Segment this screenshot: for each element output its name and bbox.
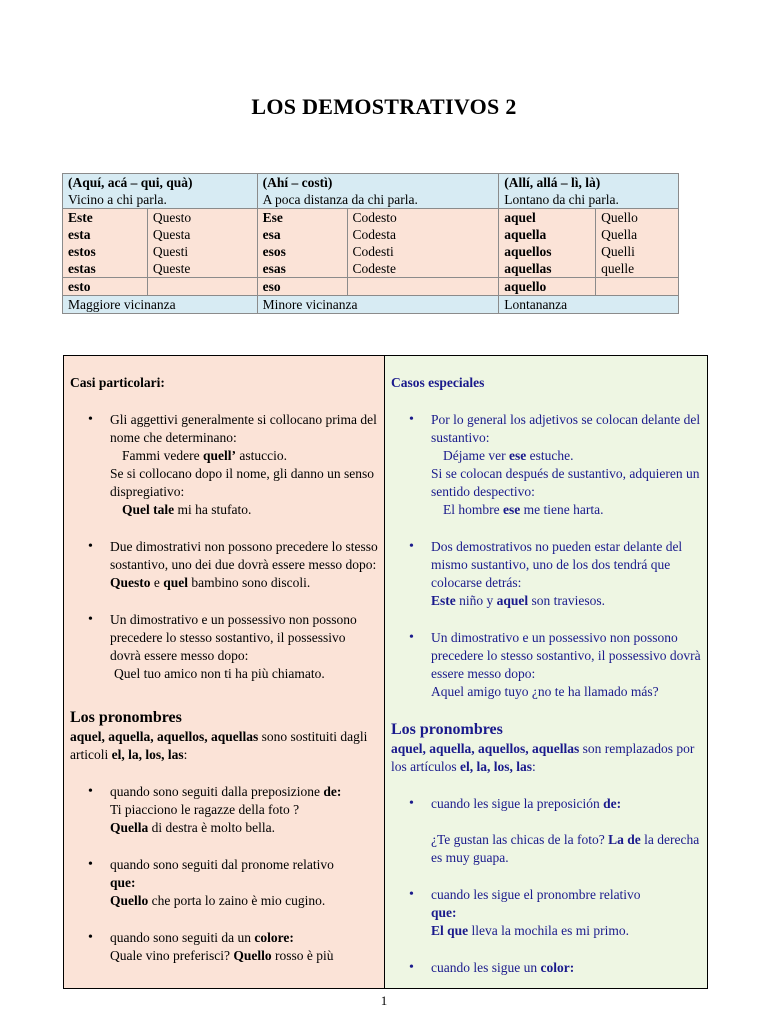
col3-spanish-forms: aquel aquella aquellos aquellas (499, 209, 596, 278)
right-pronouns-intro: aquel, aquella, aquellos, aquellas son remplazados por los artículos el, la, los, las: (391, 741, 695, 774)
page-number: 1 (380, 993, 388, 1008)
right-pronouns-list (391, 795, 701, 977)
list-item: • quando sono seguiti dalla preposizione de: Ti piacciono le ragazze della foto ? Quella di destra è molto bella. (110, 783, 378, 837)
list-item: • quando sono seguiti dal pronome relativo que: Quello che porta lo zaino è mio cugino. (110, 856, 378, 910)
list-item: • Due dimostrativi non possono precedere lo stesso sostantivo, uno dei due dovrà essere messo dopo: Questo e quel bambino sono discoli. (110, 538, 378, 592)
left-pronouns-title: Los pronombres (70, 709, 182, 726)
right-column-spanish (385, 356, 707, 988)
col1-neutral: esto (63, 278, 148, 296)
list-item: • Gli aggettivi generalmente si collocano prima del nome che determinano: Fammi vedere quell’ astuccio. Se si collocano dopo il nome, gli danno un senso dispregiativo: Quel tale mi ha stufato. (110, 411, 378, 519)
col1-header: (Aquí, acá – qui, quà) Vicino a chi parla. (63, 174, 258, 209)
col3-neutral: aquello (499, 278, 596, 296)
col3-footer: Lontananza (499, 296, 679, 314)
table-header-row (63, 174, 679, 209)
left-column-italian (64, 356, 385, 988)
table-forms-row (63, 209, 679, 278)
col1-italian-forms: Questo Questa Questi Queste (147, 209, 257, 278)
comparison-box (63, 355, 708, 989)
right-section-title: Casos especiales (391, 375, 485, 390)
list-item: • quando sono seguiti da un colore: Quale vino preferisci? Quello rosso è più (110, 929, 378, 965)
left-rules-list (70, 411, 378, 683)
col2-footer: Minore vicinanza (257, 296, 499, 314)
right-pronouns-title: Los pronombres (391, 721, 503, 738)
list-item: • Dos demostrativos no pueden estar delante del mismo sustantivo, uno de los dos tendrá que colocarse detrás: Este niño y aquel son traviesos. (431, 538, 701, 610)
left-pronouns-list (70, 783, 378, 965)
list-item: • cuando les sigue un color: (431, 959, 701, 977)
page-title: LOS DEMOSTRATIVOS 2 (251, 94, 517, 119)
list-item: • Un dimostrativo e un possessivo non possono precedere lo stesso sostantivo, il possessivo dovrà essere messo dopo: Aquel amigo tuyo ¿no te ha llamado más? (431, 629, 701, 701)
col3-italian-forms: Quello Quella Quelli quelle (596, 209, 679, 278)
col2-header: (Ahí – costì) A poca distanza da chi parla. (257, 174, 499, 209)
col2-spanish-forms: Ese esa esos esas (257, 209, 347, 278)
col1-footer: Maggiore vicinanza (63, 296, 258, 314)
col2-neutral: eso (257, 278, 347, 296)
col3-header: (Allí, allá – lì, là) Lontano da chi parla. (499, 174, 679, 209)
list-item: • Por lo general los adjetivos se colocan delante del sustantivo: Déjame ver ese estuche. Si se colocan después de sustantivo, adquieren un sentido despectivo: El hombre ese me tiene harta. (431, 411, 701, 519)
table-neutral-row (63, 278, 679, 296)
left-section-title: Casi particolari: (70, 375, 165, 390)
list-item: • Un dimostrativo e un possessivo non possono precedere lo stesso sostantivo, il possessivo dovrà essere messo dopo: Quel tuo amico non ti ha più chiamato. (110, 611, 378, 683)
col2-italian-forms: Codesto Codesta Codesti Codeste (347, 209, 499, 278)
list-item: • cuando les sigue la preposición de: ¿Te gustan las chicas de la foto? La de la derecha es muy guapa. (431, 795, 701, 867)
left-pronouns-intro: aquel, aquella, aquellos, aquellas sono sostituiti dagli articoli el, la, los, las: (70, 729, 368, 762)
col1-spanish-forms: Este esta estos estas (63, 209, 148, 278)
right-rules-list (391, 411, 701, 701)
table-footer-row (63, 296, 679, 314)
demonstratives-table (62, 173, 679, 314)
list-item: • cuando les sigue el pronombre relativo que: El que lleva la mochila es mi primo. (431, 886, 701, 940)
